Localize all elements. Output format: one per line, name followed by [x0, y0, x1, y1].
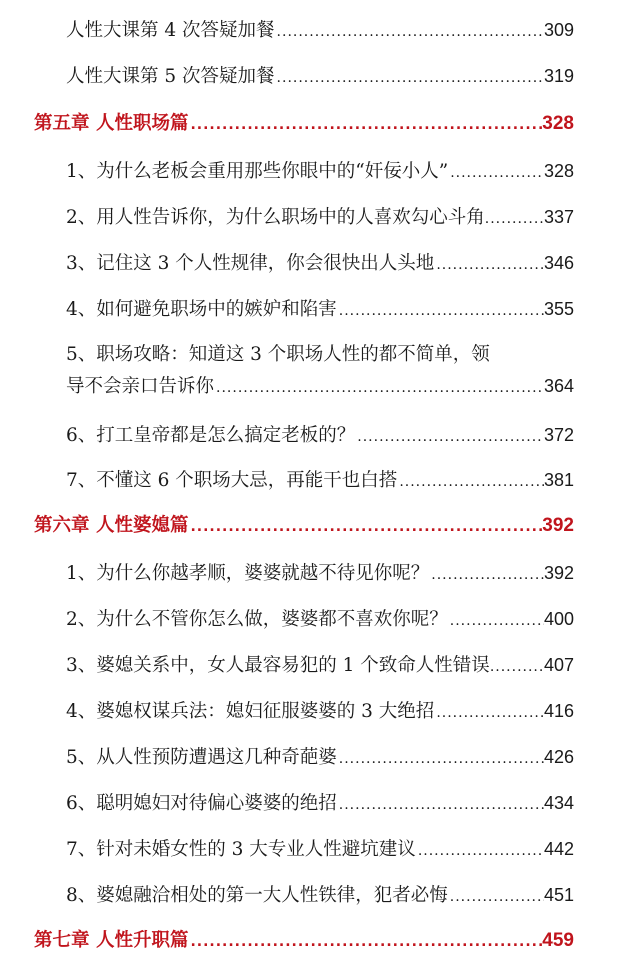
toc-page-number: 355 [543, 299, 574, 319]
toc-page-number: 392 [543, 563, 574, 583]
toc-page-number: 372 [543, 425, 574, 445]
leader-dots [337, 299, 544, 323]
toc-entry-title: 4、如何避免职场中的嫉妒和陷害 [66, 299, 337, 320]
leader-dots [275, 66, 544, 90]
toc-chapter-heading [34, 514, 574, 539]
toc-entry-title-continued: 导不会亲口告诉你 [66, 376, 215, 397]
leader-dots [188, 515, 542, 539]
toc-chapter-heading [34, 929, 574, 954]
toc-entry-title: 人性大课第 4 次答疑加餐 [66, 20, 275, 41]
toc-entry [66, 791, 574, 817]
toc-page-number: 309 [543, 20, 574, 40]
toc-entry [66, 561, 574, 587]
toc-page-number: 434 [543, 793, 574, 813]
toc-entry-title: 8、婆媳融洽相处的第一大人性铁律，犯者必悔 [66, 885, 448, 906]
toc-entry [66, 423, 574, 449]
leader-dots [448, 885, 544, 909]
toc-entry [66, 205, 574, 231]
toc-entry [66, 374, 574, 400]
leader-dots [434, 701, 544, 725]
leader-dots [275, 20, 544, 44]
leader-dots [355, 425, 544, 449]
leader-dots [188, 113, 542, 137]
toc-entry-title: 7、不懂这 6 个职场大忌，再能干也白搭 [66, 470, 398, 491]
toc-entry [66, 18, 574, 44]
toc-entry-title: 1、为什么你越孝顺，婆婆就越不待见你呢？ [66, 563, 430, 584]
toc-page-number: 442 [543, 839, 574, 859]
toc-page-number: 451 [543, 885, 574, 905]
toc-page-number: 426 [543, 747, 574, 767]
toc-entry [66, 297, 574, 323]
toc-entry-title: 5、从人性预防遭遇这几种奇葩婆 [66, 747, 337, 768]
toc-page-number: 400 [543, 609, 574, 629]
toc-entry [66, 251, 574, 277]
chapter-page-number: 459 [542, 930, 574, 951]
toc-entry [66, 64, 574, 90]
toc-entry-title: 4、婆媳权谋兵法：媳妇征服婆婆的 3 大绝招 [66, 701, 435, 722]
toc-entry-title: 2、用人性告诉你，为什么职场中的人喜欢勾心斗角 [66, 207, 485, 228]
chapter-title: 第五章 人性职场篇 [34, 113, 189, 134]
leader-dots [416, 839, 544, 863]
leader-dots [188, 930, 542, 954]
leader-dots [448, 161, 544, 185]
toc-page-number: 407 [543, 655, 574, 675]
toc-entry [66, 159, 574, 185]
toc-page-number: 319 [543, 66, 574, 86]
toc-entry-title: 3、记住这 3 个人性规律，你会很快出人头地 [66, 253, 435, 274]
toc-page-number: 364 [543, 376, 574, 396]
leader-dots [448, 609, 544, 633]
toc-entry [66, 699, 574, 725]
toc-entry-title: 6、打工皇帝都是怎么搞定老板的？ [66, 425, 356, 446]
toc-entry [66, 607, 574, 633]
toc-entry-title: 6、聪明媳妇对待偏心婆婆的绝招 [66, 793, 337, 814]
toc-entry-title: 1、为什么老板会重用那些你眼中的“奸佞小人” [66, 161, 449, 182]
leader-dots [337, 747, 544, 771]
leader-dots [397, 470, 544, 494]
toc-entry-title: 人性大课第 5 次答疑加餐 [66, 66, 275, 87]
toc-page-number: 328 [543, 161, 574, 181]
toc-entry [66, 468, 574, 494]
toc-entry [66, 653, 574, 679]
chapter-title: 第六章 人性婆媳篇 [34, 515, 189, 536]
toc-page-number: 346 [543, 253, 574, 273]
toc-entry [66, 837, 574, 863]
toc-page-number: 337 [543, 207, 574, 227]
leader-dots [214, 376, 544, 400]
toc-chapter-heading [34, 112, 574, 137]
toc-entry [66, 883, 574, 909]
toc-entry-title: 5、职场攻略：知道这 3 个职场人性的都不简单，领 [66, 344, 490, 365]
leader-dots [485, 207, 544, 231]
chapter-page-number: 392 [542, 515, 574, 536]
toc-entry-title: 3、婆媳关系中，女人最容易犯的 1 个致命人性错误 [66, 655, 490, 676]
toc-entry [66, 745, 574, 771]
leader-dots [434, 253, 544, 277]
leader-dots [337, 793, 544, 817]
leader-dots [490, 655, 544, 679]
toc-entry-title: 2、为什么不管你怎么做，婆婆都不喜欢你呢？ [66, 609, 448, 630]
chapter-title: 第七章 人性升职篇 [34, 930, 189, 951]
leader-dots [429, 563, 544, 587]
toc-page-number: 416 [543, 701, 574, 721]
chapter-page-number: 328 [542, 113, 574, 134]
toc-page-number: 381 [543, 470, 574, 490]
toc-entry-title: 7、针对未婚女性的 3 大专业人性避坑建议 [66, 839, 416, 860]
